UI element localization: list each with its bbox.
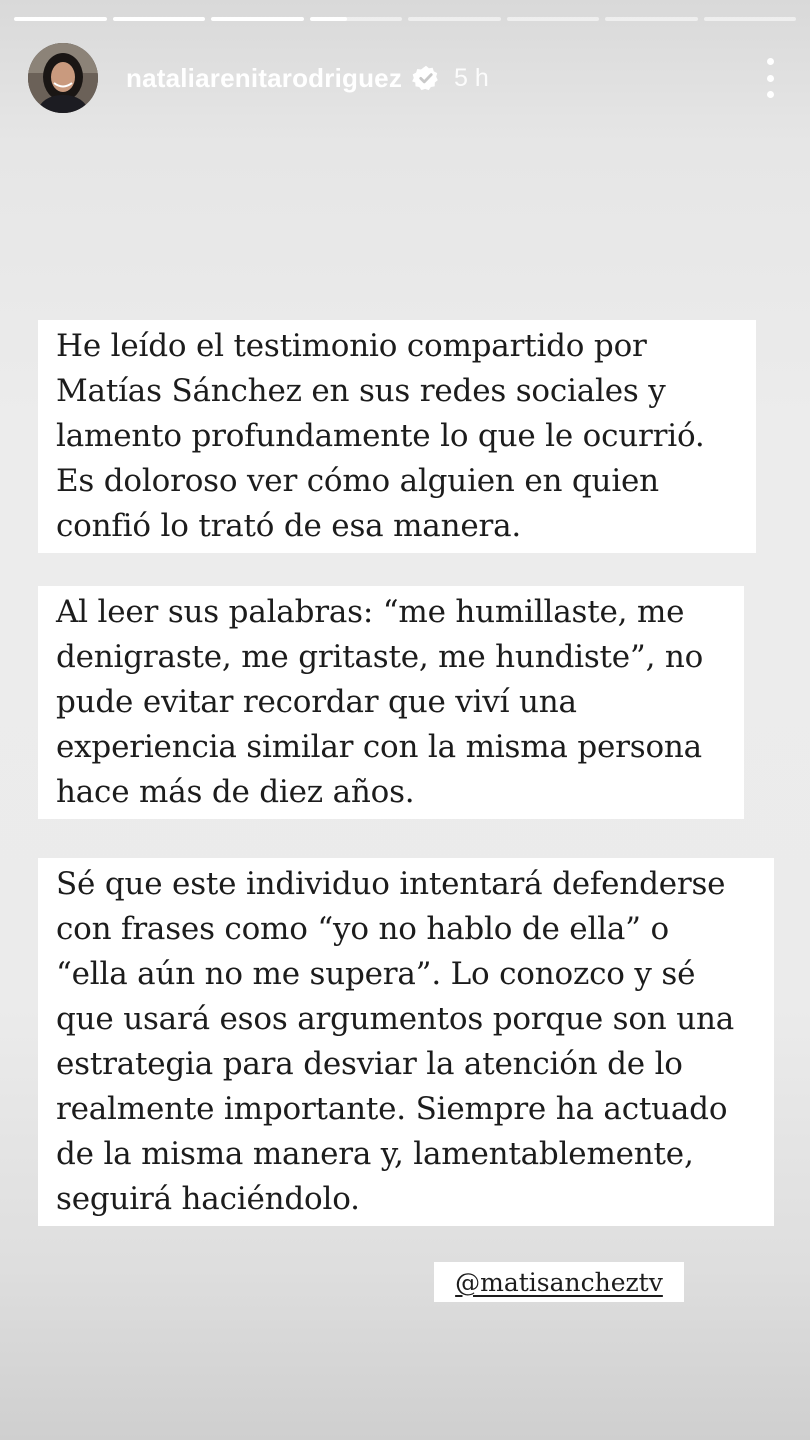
text-line: confió lo trató de esa manera. [56, 508, 522, 544]
text-line: que usará esos argumentos porque son una [56, 1001, 735, 1037]
story-text-block-1 [38, 320, 756, 553]
story-header [28, 42, 782, 114]
text-line: denigraste, me gritaste, me hundiste”, no [56, 639, 704, 675]
progress-segment [211, 17, 304, 21]
text-line: de la misma manera y, lamentablemente, [56, 1136, 694, 1172]
more-options-button[interactable] [758, 58, 782, 98]
avatar[interactable] [28, 43, 98, 113]
text-line: seguirá haciéndolo. [56, 1181, 360, 1217]
text-line: Es doloroso ver cómo alguien en quien [56, 463, 659, 499]
text-line: experiencia similar con la misma persona [56, 729, 702, 765]
progress-segment-fill [211, 17, 304, 21]
progress-segment [408, 17, 501, 21]
story-text-block-3 [38, 858, 774, 1226]
text-line: Al leer sus palabras: “me humillaste, me [56, 594, 685, 630]
text-line: lamento profundamente lo que le ocurrió. [56, 418, 705, 454]
text-line: realmente importante. Siempre ha actuado [56, 1091, 728, 1127]
text-line: “ella aún no me supera”. Lo conozco y sé [56, 956, 696, 992]
story-progress-bar [14, 17, 796, 22]
progress-segment-fill [113, 17, 206, 21]
more-dot [767, 75, 774, 82]
progress-segment [113, 17, 206, 21]
progress-segment [507, 17, 600, 21]
text-line: Matías Sánchez en sus redes sociales y [56, 373, 666, 409]
post-time: 5 h [454, 63, 489, 92]
progress-segment [704, 17, 797, 21]
more-vertical-icon [767, 58, 774, 65]
text-line: con frases como “yo no hablo de ella” o [56, 911, 669, 947]
verified-badge-icon [412, 64, 440, 92]
text-line: hace más de diez años. [56, 774, 415, 810]
text-line: Sé que este individuo intentará defenderse [56, 866, 726, 902]
username[interactable]: nataliarenitarodriguez [126, 62, 403, 93]
profile-photo [28, 43, 98, 113]
text-line: He leído el testimonio compartido por [56, 328, 647, 364]
mention-sticker[interactable]: @matisancheztv [434, 1262, 684, 1302]
progress-segment [605, 17, 698, 21]
progress-segment-fill [14, 17, 107, 21]
progress-segment [14, 17, 107, 21]
progress-segment [310, 17, 403, 21]
more-dot [767, 91, 774, 98]
progress-segment-fill [310, 17, 347, 21]
story-text-block-2 [38, 586, 744, 819]
text-line: estrategia para desviar la atención de lo [56, 1046, 683, 1082]
text-line: pude evitar recordar que viví una [56, 684, 577, 720]
